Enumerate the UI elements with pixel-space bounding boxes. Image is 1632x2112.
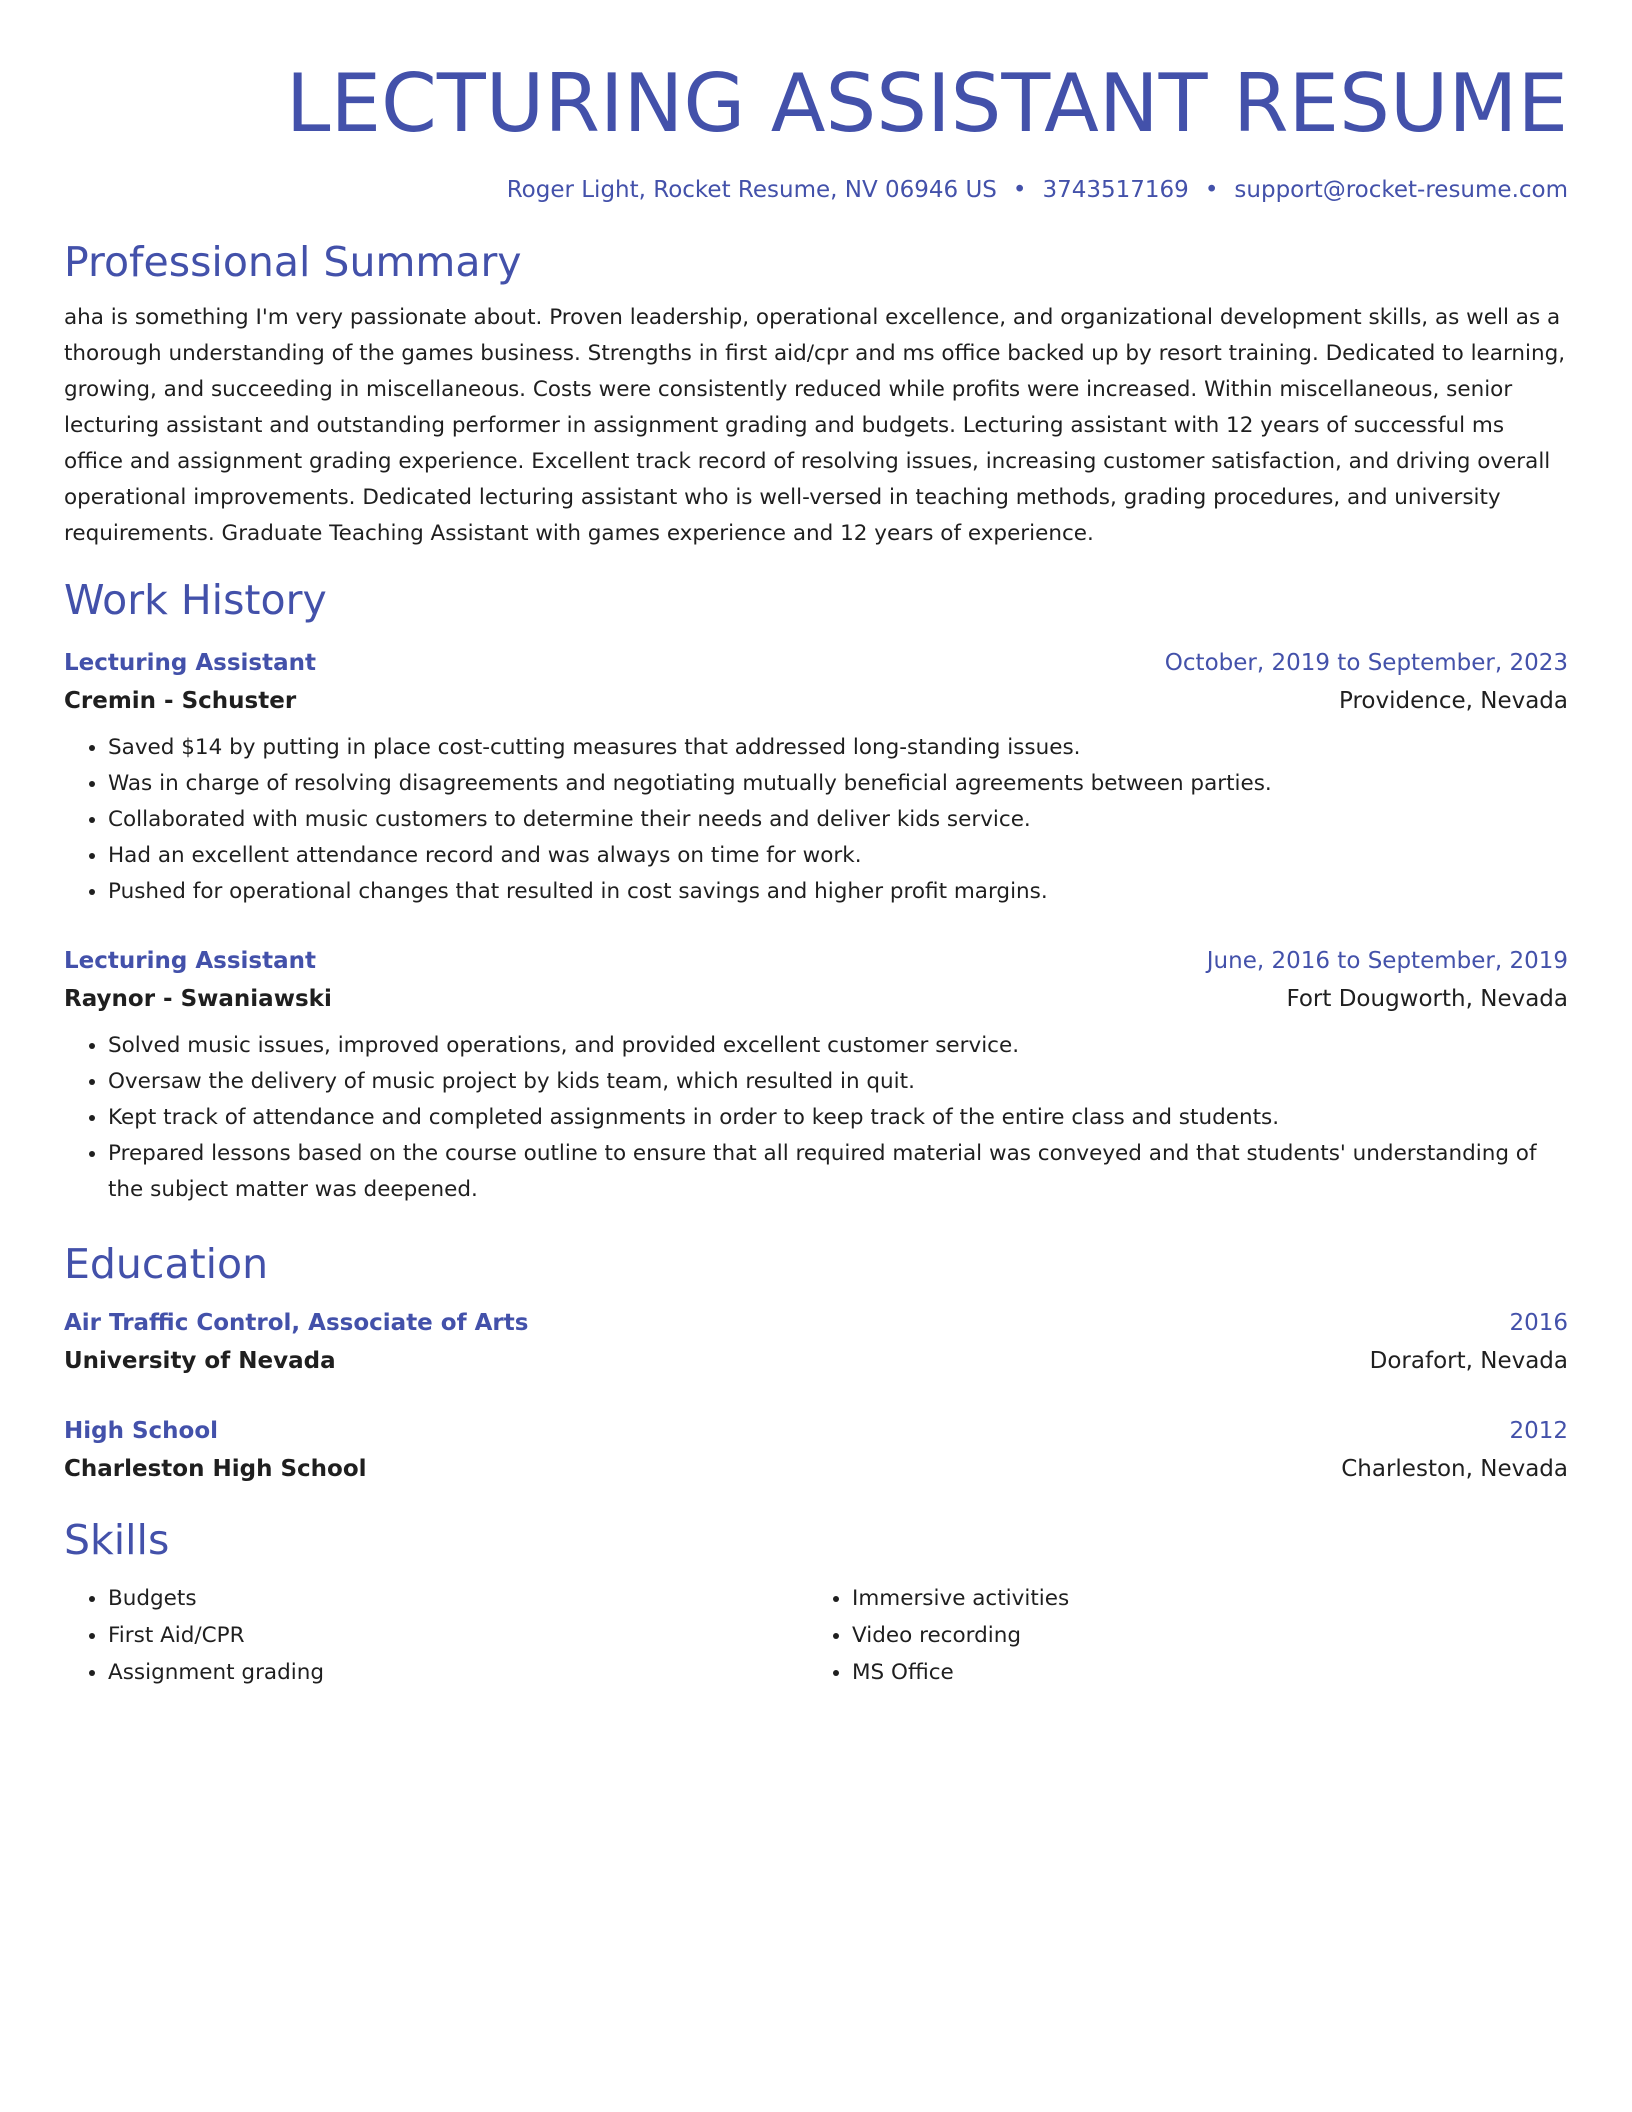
job-bullets [64, 1028, 1568, 1208]
list-item: • Had an excellent attendance record and was always on time for work. [108, 838, 1568, 874]
contact-phone: 3743517169 [1042, 177, 1189, 203]
job-role: Lecturing Assistant [64, 948, 316, 974]
education-entry [64, 1412, 1568, 1488]
skills-heading: Skills [64, 1516, 170, 1564]
list-item: • Was in charge of resolving disagreements and negotiating mutually beneficial agreements between parties. [108, 766, 1568, 802]
job-role: Lecturing Assistant [64, 650, 316, 676]
skill-item: • Assignment grading [108, 1654, 808, 1691]
skill-item: • Immersive activities [852, 1580, 1552, 1617]
skills-list [64, 1580, 1568, 1691]
skill-item: • MS Office [852, 1654, 1552, 1691]
job-location: Fort Dougworth, Nevada [1286, 986, 1568, 1012]
separator-dot: • [1012, 177, 1027, 203]
list-item: • Collaborated with music customers to determine their needs and deliver kids service. [108, 802, 1568, 838]
work-entry [64, 942, 1568, 1208]
education-location: Charleston, Nevada [1341, 1456, 1568, 1482]
summary-heading: Professional Summary [64, 238, 522, 286]
job-company: Cremin - Schuster [64, 688, 297, 714]
job-location: Providence, Nevada [1339, 688, 1568, 714]
education-location: Dorafort, Nevada [1369, 1348, 1568, 1374]
education-entry [64, 1304, 1568, 1380]
education-school: University of Nevada [64, 1348, 336, 1374]
job-dates: October, 2019 to September, 2023 [1164, 650, 1568, 676]
education-year: 2016 [1509, 1310, 1568, 1336]
contact-address: Roger Light, Rocket Resume, NV 06946 US [506, 177, 997, 203]
list-item: • Prepared lessons based on the course outline to ensure that all required material was conveyed and that students' understanding of the subject matter was deepened. [108, 1136, 1568, 1208]
education-heading: Education [64, 1240, 269, 1288]
education-degree: High School [64, 1418, 219, 1444]
education-year: 2012 [1509, 1418, 1568, 1444]
skills-column-right [808, 1580, 1552, 1691]
skill-item: • First Aid/CPR [108, 1617, 808, 1654]
separator-dot: • [1204, 177, 1219, 203]
job-bullets [64, 730, 1568, 910]
list-item: • Oversaw the delivery of music project by kids team, which resulted in quit. [108, 1064, 1568, 1100]
contact-line [64, 174, 1568, 206]
skill-item: • Video recording [852, 1617, 1552, 1654]
job-dates: June, 2016 to September, 2019 [1206, 948, 1568, 974]
skills-column-left [64, 1580, 808, 1691]
work-history-heading: Work History [64, 576, 327, 624]
skill-item: • Budgets [108, 1580, 808, 1617]
work-entry [64, 644, 1568, 910]
contact-email: support@rocket-resume.com [1234, 177, 1568, 203]
list-item: • Solved music issues, improved operations, and provided excellent customer service. [108, 1028, 1568, 1064]
summary-text: aha is something I'm very passionate about. Proven leadership, operational excellence, and organizational development skills, as well as a thorough understanding of the games business. Strengths in first aid/cpr and ms office backed up by resort training. Dedicated to learning, growing, and succeeding in miscellaneous. Costs were consistently reduced while profits were increased. Within miscellaneous, senior lecturing assistant and outstanding performer in assignment grading and budgets. Lecturing assistant with 12 years of successful ms office and assignment grading experience. Excellent track record of resolving issues, increasing customer satisfaction, and driving overall operational improvements. Dedicated lecturing assistant who is well-versed in teaching methods, grading procedures, and university requirements. Graduate Teaching Assistant with games experience and 12 years of experience. [64, 305, 1566, 546]
education-degree: Air Traffic Control, Associate of Arts [64, 1310, 529, 1336]
list-item: • Kept track of attendance and completed assignments in order to keep track of the entire class and students. [108, 1100, 1568, 1136]
resume-title: LECTURING ASSISTANT RESUME [285, 57, 1568, 150]
education-school: Charleston High School [64, 1456, 367, 1482]
list-item: • Saved $14 by putting in place cost-cutting measures that addressed long-standing issues. [108, 730, 1568, 766]
list-item: • Pushed for operational changes that resulted in cost savings and higher profit margins. [108, 874, 1568, 910]
job-company: Raynor - Swaniawski [64, 986, 332, 1012]
